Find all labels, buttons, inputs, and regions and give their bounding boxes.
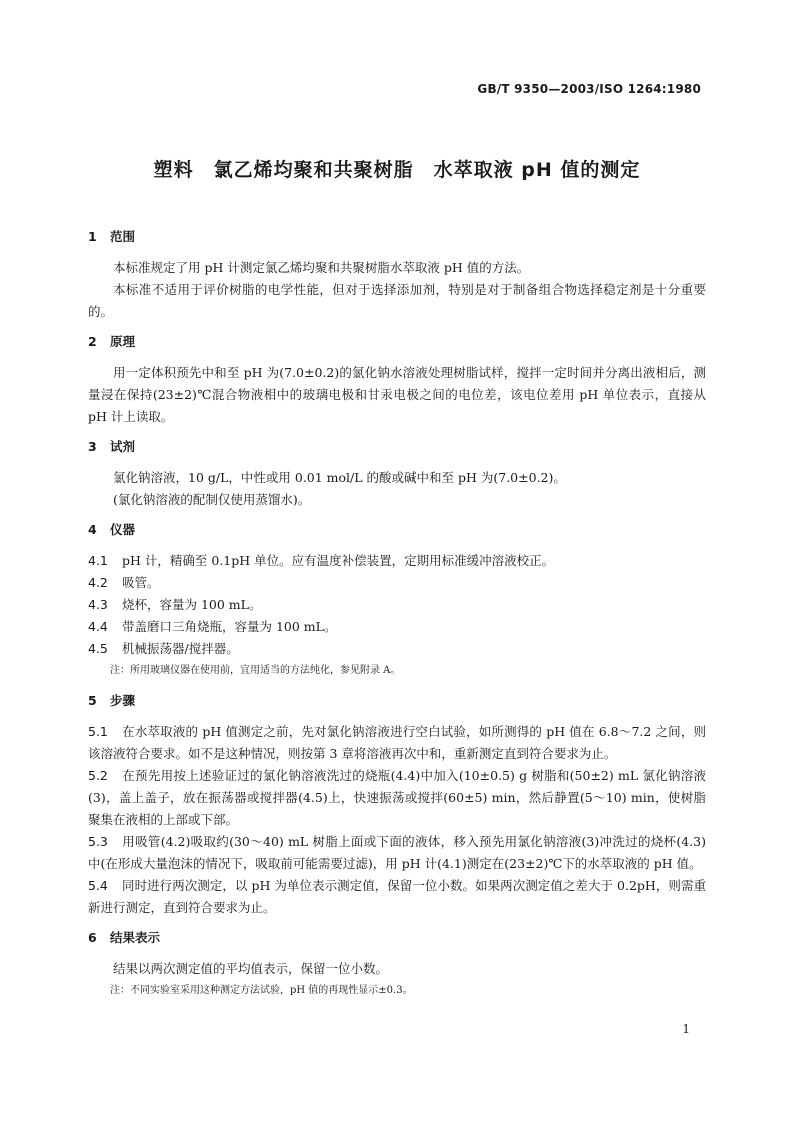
item-number: 5.1 xyxy=(88,724,108,739)
section-number: 3 xyxy=(88,439,97,454)
section-number: 1 xyxy=(88,229,97,244)
item-text: 在水萃取液的 pH 值测定之前，先对氯化钠溶液进行空白试验，如所测得的 pH 值在 6.8～7.2 之间，则该溶液符合要求。如不是这种情况，则按第 3 章将溶液再次中和，重新测定直到符合要求为止。 xyxy=(88,724,706,761)
section-3-heading xyxy=(88,436,706,458)
section-4-heading xyxy=(88,519,706,541)
item-number: 5.2 xyxy=(88,768,108,783)
note: 注：不同实验室采用这种测定方法试验，pH 值的再现性显示±0.3。 xyxy=(110,985,413,996)
item-number: 5.3 xyxy=(88,834,108,849)
item-number: 4.4 xyxy=(88,619,108,634)
item-text: pH 计，精确至 0.1pH 单位。应有温度补偿装置，定期用标准缓冲溶液校正。 xyxy=(122,553,555,568)
numbered-paragraph xyxy=(88,721,706,765)
section-number: 6 xyxy=(88,930,97,945)
paragraph: 结果以两次测定值的平均值表示，保留一位小数。 xyxy=(113,961,389,976)
list-item xyxy=(88,550,706,572)
paragraph: 本标准规定了用 pH 计测定氯乙烯均聚和共聚树脂水萃取液 pH 值的方法。 xyxy=(113,260,530,275)
page-number: 1 xyxy=(682,1022,690,1036)
section-2-heading xyxy=(88,331,706,353)
paragraph: 氯化钠溶液，10 g/L，中性或用 0.01 mol/L 的酸或碱中和至 pH 为(7.0±0.2)。 xyxy=(113,470,566,485)
section-title: 仪器 xyxy=(110,522,136,537)
item-number: 4.3 xyxy=(88,597,108,612)
item-text: 用吸管(4.2)吸取约(30～40) mL 树脂上面或下面的液体，移入预先用氯化钠溶液(3)冲洗过的烧杯(4.3)中(在形成大量泡沫的情况下，吸取前可能需要过滤)，用 pH 计(4.1)测定在(23±2)℃下的水萃取液的 pH 值。 xyxy=(88,834,706,871)
section-number: 2 xyxy=(88,334,97,349)
item-text: 在预先用按上述验证过的氯化钠溶液洗过的烧瓶(4.4)中加入(10±0.5) g 树脂和(50±2) mL 氯化钠溶液(3)，盖上盖子，放在振荡器或搅拌器(4.5)上，快速振荡或搅拌(60±5) min，然后静置(5～10) min，使树脂聚集在液相的上部或下部。 xyxy=(88,768,706,827)
item-number: 5.4 xyxy=(88,878,108,893)
section-title: 步骤 xyxy=(110,693,136,708)
item-number: 4.1 xyxy=(88,553,108,568)
numbered-paragraph xyxy=(88,875,706,919)
item-text: 烧杯，容量为 100 mL。 xyxy=(122,597,262,612)
section-number: 5 xyxy=(88,693,97,708)
numbered-paragraph xyxy=(88,765,706,831)
paragraph: (氯化钠溶液的配制仅使用蒸馏水)。 xyxy=(113,492,311,507)
numbered-paragraph xyxy=(88,831,706,875)
section-title: 范围 xyxy=(110,229,136,244)
item-text: 机械振荡器/搅拌器。 xyxy=(122,641,239,656)
section-number: 4 xyxy=(88,522,97,537)
list-item xyxy=(88,594,706,616)
section-6-heading xyxy=(88,927,706,949)
section-1-heading xyxy=(88,226,706,248)
standard-code: GB/T 9350—2003/ISO 1264:1980 xyxy=(477,82,701,96)
note: 注：所用玻璃仪器在使用前，宜用适当的方法纯化，参见附录 A。 xyxy=(110,665,401,676)
item-text: 同时进行两次测定，以 pH 为单位表示测定值，保留一位小数。如果两次测定值之差大于 0.2pH，则需重新进行测定，直到符合要求为止。 xyxy=(88,878,706,915)
item-text: 带盖磨口三角烧瓶，容量为 100 mL。 xyxy=(122,619,337,634)
list-item xyxy=(88,616,706,638)
section-5-heading xyxy=(88,690,706,712)
item-number: 4.5 xyxy=(88,641,108,656)
section-title: 原理 xyxy=(110,334,136,349)
paragraph: 用一定体积预先中和至 pH 为(7.0±0.2)的氯化钠水溶液处理树脂试样，搅拌一定时间并分离出液相后，测量浸在保持(23±2)℃混合物液相中的玻璃电极和甘汞电极之间的电位差，该电位差用 pH 单位表示，直接从 pH 计上读取。 xyxy=(88,365,706,424)
paragraph: 本标准不适用于评价树脂的电学性能，但对于选择添加剂，特别是对于制备组合物选择稳定剂是十分重要的。 xyxy=(88,282,706,319)
section-title: 结果表示 xyxy=(110,930,161,945)
list-item xyxy=(88,572,706,594)
item-number: 4.2 xyxy=(88,575,108,590)
document-title: 塑料 氯乙烯均聚和共聚树脂 水萃取液 pH 值的测定 xyxy=(153,159,641,181)
section-title: 试剂 xyxy=(110,439,136,454)
document-body xyxy=(88,226,706,1002)
list-item xyxy=(88,638,706,660)
item-text: 吸管。 xyxy=(122,575,160,590)
